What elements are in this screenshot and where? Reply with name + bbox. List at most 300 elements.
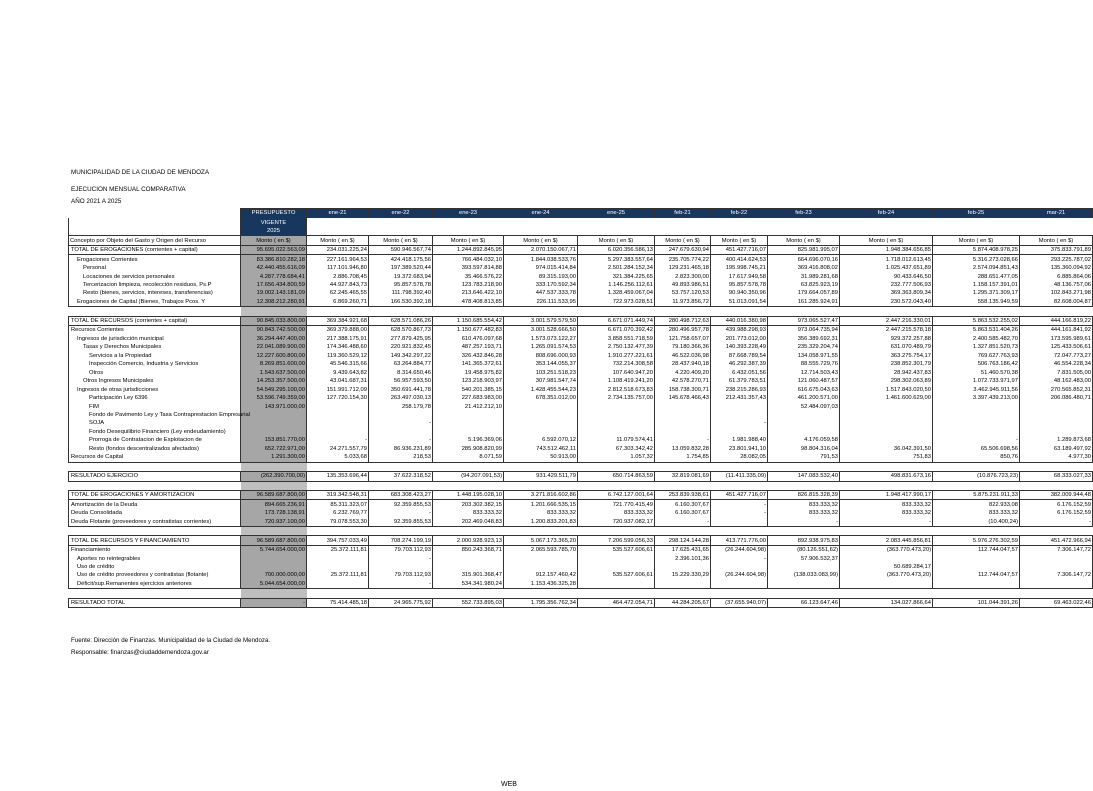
budget-cell: 83.386.810.282,18 [241, 255, 307, 264]
value-cell: 7.306.147,72 [1020, 545, 1093, 554]
value-cell [307, 563, 369, 571]
budget-cell: 700.000.000,00 [241, 571, 307, 579]
spacer-cell [768, 462, 840, 471]
value-cell: 1.057,32 [578, 453, 655, 462]
spacer-cell [433, 307, 504, 316]
value-cell: 6.160.307,67 [655, 500, 711, 509]
value-cell: 66.123.647,46 [768, 598, 840, 607]
row-label: Recursos de Capital [69, 453, 241, 462]
value-cell: 5.033,68 [307, 453, 369, 462]
source-note: Fuente: Dirección de Finanzas. Municipalidad de la Ciudad de Mendoza. [71, 637, 271, 644]
value-cell: - [369, 436, 433, 444]
value-cell: 63.264.884,77 [369, 360, 433, 368]
row-label: Otros Ingresos Municipales [69, 377, 241, 385]
spacer-cell [840, 307, 933, 316]
value-cell: 6.671.070.392,42 [578, 326, 655, 335]
value-cell: 444.161.841,92 [1020, 326, 1093, 335]
value-cell [369, 411, 433, 419]
spacer-cell [307, 481, 369, 490]
spacer-cell [69, 481, 241, 490]
value-cell: 92.359.855,53 [369, 500, 433, 509]
row-label: Resto (fondos descentralizados afectados) [69, 445, 241, 453]
value-cell [655, 402, 711, 410]
value-cell: 5.863.531.404,26 [933, 326, 1020, 335]
table-row [69, 377, 1093, 385]
value-cell: 833.333,32 [433, 509, 504, 517]
value-cell: 664.696.070,16 [768, 255, 840, 264]
concept-header-row [69, 236, 1093, 245]
table-row [69, 428, 1093, 436]
value-cell: 195.998.745,21 [711, 264, 768, 272]
month-header: ene-25 [578, 209, 655, 218]
table-row [69, 385, 1093, 393]
value-cell: 1.289.873,68 [1020, 436, 1093, 444]
value-cell: 1.146.256.112,61 [578, 281, 655, 289]
value-cell: 23.801.941,10 [711, 445, 768, 453]
spacer-cell [655, 307, 711, 316]
execution-table [68, 208, 1093, 608]
spacer-cell [369, 462, 433, 471]
value-cell [711, 563, 768, 571]
value-cell [1020, 580, 1093, 589]
value-cell: 791,53 [768, 453, 840, 462]
value-cell: 111.798.392,40 [369, 289, 433, 297]
value-cell: 89.315.193,00 [504, 272, 578, 280]
value-cell: - [711, 554, 768, 562]
value-cell: 227.161.964,53 [307, 255, 369, 264]
value-cell [933, 419, 1020, 427]
value-cell [655, 563, 711, 571]
value-cell: 50.913,00 [504, 453, 578, 462]
value-cell: 277.879.425,95 [369, 335, 433, 343]
value-cell: 112.744.047,57 [933, 545, 1020, 554]
web-label: WEB [501, 781, 517, 788]
value-cell [578, 411, 655, 419]
value-cell: 2.734.135.757,00 [578, 394, 655, 402]
table-row [69, 598, 1093, 607]
spacer-row [69, 589, 1093, 598]
value-cell: 28.082,05 [711, 453, 768, 462]
value-cell: 166.530.392,18 [369, 298, 433, 307]
value-cell: 382.009.944,48 [1020, 491, 1093, 500]
value-cell: 720.937.082,17 [578, 517, 655, 526]
value-cell: 506.763.186,42 [933, 360, 1020, 368]
value-cell: 280.496.957,78 [655, 326, 711, 335]
month-header: mar-21 [1020, 209, 1093, 218]
monto-header: Monto ( en $) [933, 236, 1020, 245]
row-label: Tasas y Derechos Municipales [69, 343, 241, 351]
value-cell: - [655, 436, 711, 444]
empty-corner [69, 209, 241, 218]
budget-header: PRESUPUESTO [241, 209, 307, 218]
value-cell: 1.072.733.971,97 [933, 377, 1020, 385]
value-cell: 135.360.094,92 [1020, 264, 1093, 272]
budget-cell: 720.937.100,00 [241, 517, 307, 526]
value-cell: - [369, 580, 433, 589]
value-cell: 69.463.022,46 [1020, 598, 1093, 607]
month-header: ene-23 [433, 209, 504, 218]
monto-header: Monto ( en $) [768, 236, 840, 245]
value-cell [578, 428, 655, 436]
value-cell: (363.770.473,20) [840, 571, 933, 579]
table-row [69, 326, 1093, 335]
value-cell: 6.869.260,71 [307, 298, 369, 307]
spacer-cell [1020, 589, 1093, 598]
month-header-blank [369, 227, 433, 236]
value-cell: 253.839.938,61 [655, 491, 711, 500]
table-row [69, 245, 1093, 254]
value-cell: 808.696.000,93 [504, 352, 578, 360]
value-cell: 140.393.228,49 [711, 343, 768, 351]
value-cell: 197.389.520,44 [369, 264, 433, 272]
value-cell [369, 428, 433, 436]
table-row [69, 419, 1093, 427]
value-cell [433, 419, 504, 427]
month-header: feb-22 [711, 209, 768, 218]
value-cell: (363.770.473,20) [840, 545, 933, 554]
spacer-row [69, 307, 1093, 316]
value-cell: 232.777.506,93 [840, 281, 933, 289]
spacer-cell [655, 462, 711, 471]
value-cell [840, 419, 933, 427]
spacer-cell [711, 481, 768, 490]
value-cell [840, 580, 933, 589]
value-cell: (11.411.335,09) [711, 472, 768, 481]
value-cell: 1.754,85 [655, 453, 711, 462]
value-cell [711, 411, 768, 419]
table-row [69, 335, 1093, 343]
value-cell: 117.101.946,80 [307, 264, 369, 272]
value-cell [1020, 554, 1093, 562]
value-cell: 558.135.949,59 [933, 298, 1020, 307]
value-cell: 285.908.820,99 [433, 445, 504, 453]
value-cell: 1.573.073.122,27 [504, 335, 578, 343]
budget-cell: 36.294.447.400,00 [241, 335, 307, 343]
value-cell: 98.804.316,04 [768, 445, 840, 453]
value-cell: 1.327.851.520,73 [933, 343, 1020, 351]
budget-cell: 652.722.971,00 [241, 445, 307, 453]
table-row [69, 316, 1093, 325]
table-row [69, 445, 1093, 453]
spacer-cell [933, 481, 1020, 490]
value-cell: 88.555.729,76 [768, 360, 840, 368]
spacer-cell [578, 589, 655, 598]
value-cell: 1.108.419.241,20 [578, 377, 655, 385]
value-cell [711, 580, 768, 589]
value-cell: 2.000.928.923,13 [433, 536, 504, 545]
value-cell: 67.303.342,42 [578, 445, 655, 453]
spacer-cell [655, 526, 711, 535]
value-cell: 394.757.033,49 [307, 536, 369, 545]
budget-cell: 90.845.033.800,00 [241, 316, 307, 325]
value-cell: 769.627.763,93 [933, 352, 1020, 360]
value-cell [1020, 419, 1093, 427]
row-label: Resto (bienes, servicios, intereses, transferencias) [69, 289, 241, 297]
value-cell: 826.815.328,39 [768, 491, 840, 500]
value-cell: 2.396.101,36 [655, 554, 711, 562]
table-row [69, 571, 1093, 579]
value-cell: 6.020.356.586,13 [578, 245, 655, 254]
value-cell: 123.218.903,97 [433, 377, 504, 385]
value-cell: 6.592.070,12 [504, 436, 578, 444]
value-cell: 375.833.791,89 [1020, 245, 1093, 254]
value-cell [578, 563, 655, 571]
value-cell: 3.397.439.213,00 [933, 394, 1020, 402]
value-cell [433, 563, 504, 571]
responsible-note: Responsable: finanzas@ciudaddemendoza.gov.ar [71, 649, 209, 656]
value-cell [504, 554, 578, 562]
value-cell: 540.201.385,15 [433, 385, 504, 393]
value-cell: 123.783.218,90 [433, 281, 504, 289]
table-row [69, 536, 1093, 545]
value-cell [933, 563, 1020, 571]
spacer-cell [504, 589, 578, 598]
value-cell: 79.703.112,93 [369, 571, 433, 579]
value-cell: (94.207.091,53) [433, 472, 504, 481]
value-cell: 31.989.281,68 [768, 272, 840, 280]
value-cell: 833.333,32 [578, 509, 655, 517]
month-header: feb-25 [933, 209, 1020, 218]
value-cell: 650.714.863,59 [578, 472, 655, 481]
spacer-cell [711, 307, 768, 316]
value-cell [307, 554, 369, 562]
value-cell [933, 554, 1020, 562]
month-header: ene-24 [504, 209, 578, 218]
value-cell: - [768, 517, 840, 526]
value-cell: 444.166.819,22 [1020, 316, 1093, 325]
spacer-cell [933, 462, 1020, 471]
value-cell: 5.297.383.557,64 [578, 255, 655, 264]
spacer-cell [433, 526, 504, 535]
value-cell: 5.316.273.028,66 [933, 255, 1020, 264]
spacer-cell [1020, 481, 1093, 490]
budget-cell: 96.589.687.800,00 [241, 536, 307, 545]
value-cell: 46.554.228,34 [1020, 360, 1093, 368]
value-cell: 213.646.422,10 [433, 289, 504, 297]
value-cell [307, 580, 369, 589]
spacer-cell [504, 526, 578, 535]
value-cell: 2.750.132.477,39 [578, 343, 655, 351]
month-header-blank [504, 218, 578, 227]
value-cell: 1.948.417.990,17 [840, 491, 933, 500]
report-title: EJECUCION MENSUAL COMPARATIVA [71, 186, 186, 193]
spacer-cell [241, 462, 307, 471]
value-cell: 134.027.866,64 [840, 598, 933, 607]
value-cell [578, 580, 655, 589]
value-cell: 535.527.606,61 [578, 571, 655, 579]
value-cell: 6.176.152,59 [1020, 509, 1093, 517]
value-cell: 95.857.578,78 [369, 281, 433, 289]
value-cell: 1.200.833.201,83 [504, 517, 578, 526]
value-cell: 79.078.553,30 [307, 517, 369, 526]
row-label: Erogaciones Corrientes [69, 255, 241, 264]
table-row [69, 563, 1093, 571]
value-cell: 424.418.175,56 [369, 255, 433, 264]
value-cell: - [711, 419, 768, 427]
table-row [69, 352, 1093, 360]
monto-header: Monto ( en $) [840, 236, 933, 245]
value-cell: 400.414.624,53 [711, 255, 768, 264]
spacer-cell [578, 481, 655, 490]
value-cell: 1.328.459.067,04 [578, 289, 655, 297]
value-cell [1020, 428, 1093, 436]
value-cell: 149.342.297,22 [369, 352, 433, 360]
budget-cell: 22.041.089.900,00 [241, 343, 307, 351]
value-cell: 440.016.380,98 [711, 316, 768, 325]
value-cell: 451.427.716,07 [711, 245, 768, 254]
budget-cell: 153.851.770,00 [241, 436, 307, 444]
value-cell: 53.757.120,53 [655, 289, 711, 297]
row-label: Recursos Corrientes [69, 326, 241, 335]
row-label: Deuda Consolidada [69, 509, 241, 517]
budget-cell [241, 411, 307, 419]
value-cell: - [840, 517, 933, 526]
spacer-cell [433, 481, 504, 490]
value-cell [933, 402, 1020, 410]
row-label: RESULTADO TOTAL [69, 598, 241, 607]
value-cell: - [369, 419, 433, 427]
table-row [69, 517, 1093, 526]
value-cell [655, 419, 711, 427]
row-label: Ingresos de jurisdicción municipal [69, 335, 241, 343]
value-cell: 21.412.212,10 [433, 402, 504, 410]
budget-cell: - [241, 598, 307, 607]
value-cell: 121.758.657,07 [655, 335, 711, 343]
value-cell: 6.885.864,06 [1020, 272, 1093, 280]
value-cell: 17.617.949,58 [711, 272, 768, 280]
value-cell [840, 402, 933, 410]
value-cell: 48.136.757,06 [1020, 281, 1093, 289]
month-header: feb-21 [655, 209, 711, 218]
value-cell: 722.973.028,51 [578, 298, 655, 307]
table-row [69, 500, 1093, 509]
value-cell: 7.306.147,72 [1020, 571, 1093, 579]
value-cell: - [711, 500, 768, 509]
month-header-blank [433, 218, 504, 227]
budget-cell: 90.843.742.500,00 [241, 326, 307, 335]
value-cell [768, 428, 840, 436]
budget-cell: 12.308.212.280,91 [241, 298, 307, 307]
value-cell: 13.059.832,28 [655, 445, 711, 453]
value-cell [578, 402, 655, 410]
row-label: Fondo Desequilibrio Financiero (Ley endeudamiento) [69, 428, 241, 436]
value-cell: 4.176.059,58 [768, 436, 840, 444]
value-cell: 293.225.787,02 [1020, 255, 1093, 264]
value-cell: 6.176.152,59 [1020, 500, 1093, 509]
value-cell [933, 411, 1020, 419]
month-header-blank [768, 218, 840, 227]
value-cell: 487.257.193,71 [433, 343, 504, 351]
value-cell: 75.414.485,18 [307, 598, 369, 607]
value-cell: 369.379.888,00 [307, 326, 369, 335]
value-cell: 628.570.867,73 [369, 326, 433, 335]
value-cell: 451.472.966,94 [1020, 536, 1093, 545]
value-cell: 19.372.683,94 [369, 272, 433, 280]
value-cell: 628.571.086,26 [369, 316, 433, 325]
value-cell: 17.625.431,65 [655, 545, 711, 554]
month-header: ene-21 [307, 209, 369, 218]
row-label: Déficit/sup.Remanentes ejercicios anteriores [69, 580, 241, 589]
month-header-blank [655, 218, 711, 227]
value-cell: 751,83 [840, 453, 933, 462]
spacer-cell [307, 589, 369, 598]
value-cell: 119.360.529,12 [307, 352, 369, 360]
table-row [69, 554, 1093, 562]
value-cell: 206.086.480,71 [1020, 394, 1093, 402]
value-cell: 35.466.576,22 [433, 272, 504, 280]
spacer-row [69, 526, 1093, 535]
value-cell: 363.275.754,17 [840, 352, 933, 360]
value-cell: 87.668.789,54 [711, 352, 768, 360]
value-cell: - [369, 554, 433, 562]
month-header-blank [578, 218, 655, 227]
month-header-blank [1020, 218, 1093, 227]
value-cell: 590.946.567,74 [369, 245, 433, 254]
spacer-cell [840, 589, 933, 598]
spacer-cell [433, 589, 504, 598]
value-cell [433, 428, 504, 436]
value-cell: 8.314.650,46 [369, 368, 433, 376]
monto-header: Monto ( en $) [578, 236, 655, 245]
budget-cell [241, 563, 307, 571]
spacer-cell [578, 526, 655, 535]
row-label: TOTAL DE RECURSOS (corrientes + capital) [69, 316, 241, 325]
value-cell: 973.064.735,94 [768, 326, 840, 335]
value-cell: 8.071,59 [433, 453, 504, 462]
value-cell: 1.448.195.028,10 [433, 491, 504, 500]
value-cell: 51.013.091,54 [711, 298, 768, 307]
month-header-blank [504, 227, 578, 236]
value-cell: 298.302.063,89 [840, 377, 933, 385]
value-cell: 147.083.532,40 [768, 472, 840, 481]
spacer-cell [933, 526, 1020, 535]
budget-cell: (262.390.700,00) [241, 472, 307, 481]
value-cell: 28.437.940,18 [655, 360, 711, 368]
value-cell: 19.458.975,82 [433, 368, 504, 376]
spacer-cell [711, 462, 768, 471]
month-header: feb-24 [840, 209, 933, 218]
value-cell [655, 428, 711, 436]
value-cell: - [369, 509, 433, 517]
spacer-cell [840, 462, 933, 471]
value-cell: 307.981.547,74 [504, 377, 578, 385]
value-cell: 112.744.047,57 [933, 571, 1020, 579]
value-cell: 369.384.921,68 [307, 316, 369, 325]
value-cell [655, 411, 711, 419]
value-cell [840, 554, 933, 562]
value-cell [840, 436, 933, 444]
value-cell: 3.001.528.666,50 [504, 326, 578, 335]
value-cell: 369.363.809,34 [840, 289, 933, 297]
value-cell: 5.875.231.911,33 [933, 491, 1020, 500]
monto-header: Monto ( en $) [655, 236, 711, 245]
value-cell: 721.770.415,49 [578, 500, 655, 509]
table-row [69, 509, 1093, 517]
value-cell: 2.574.094.851,43 [933, 264, 1020, 272]
month-header: feb-23 [768, 209, 840, 218]
value-cell: 6.671.071.449,74 [578, 316, 655, 325]
value-cell: 85.311.323,07 [307, 500, 369, 509]
value-cell: 6.160.307,67 [655, 509, 711, 517]
value-cell: 36.042.391,50 [840, 445, 933, 453]
spacer-cell [504, 462, 578, 471]
value-cell: 822.933,08 [933, 500, 1020, 509]
budget-cell: 95.695.022.563,09 [241, 245, 307, 254]
spacer-cell [768, 526, 840, 535]
value-cell: 2.065.593.785,70 [504, 545, 578, 554]
value-cell: (10.876.723,23) [933, 472, 1020, 481]
value-cell: 280.498.712,63 [655, 316, 711, 325]
